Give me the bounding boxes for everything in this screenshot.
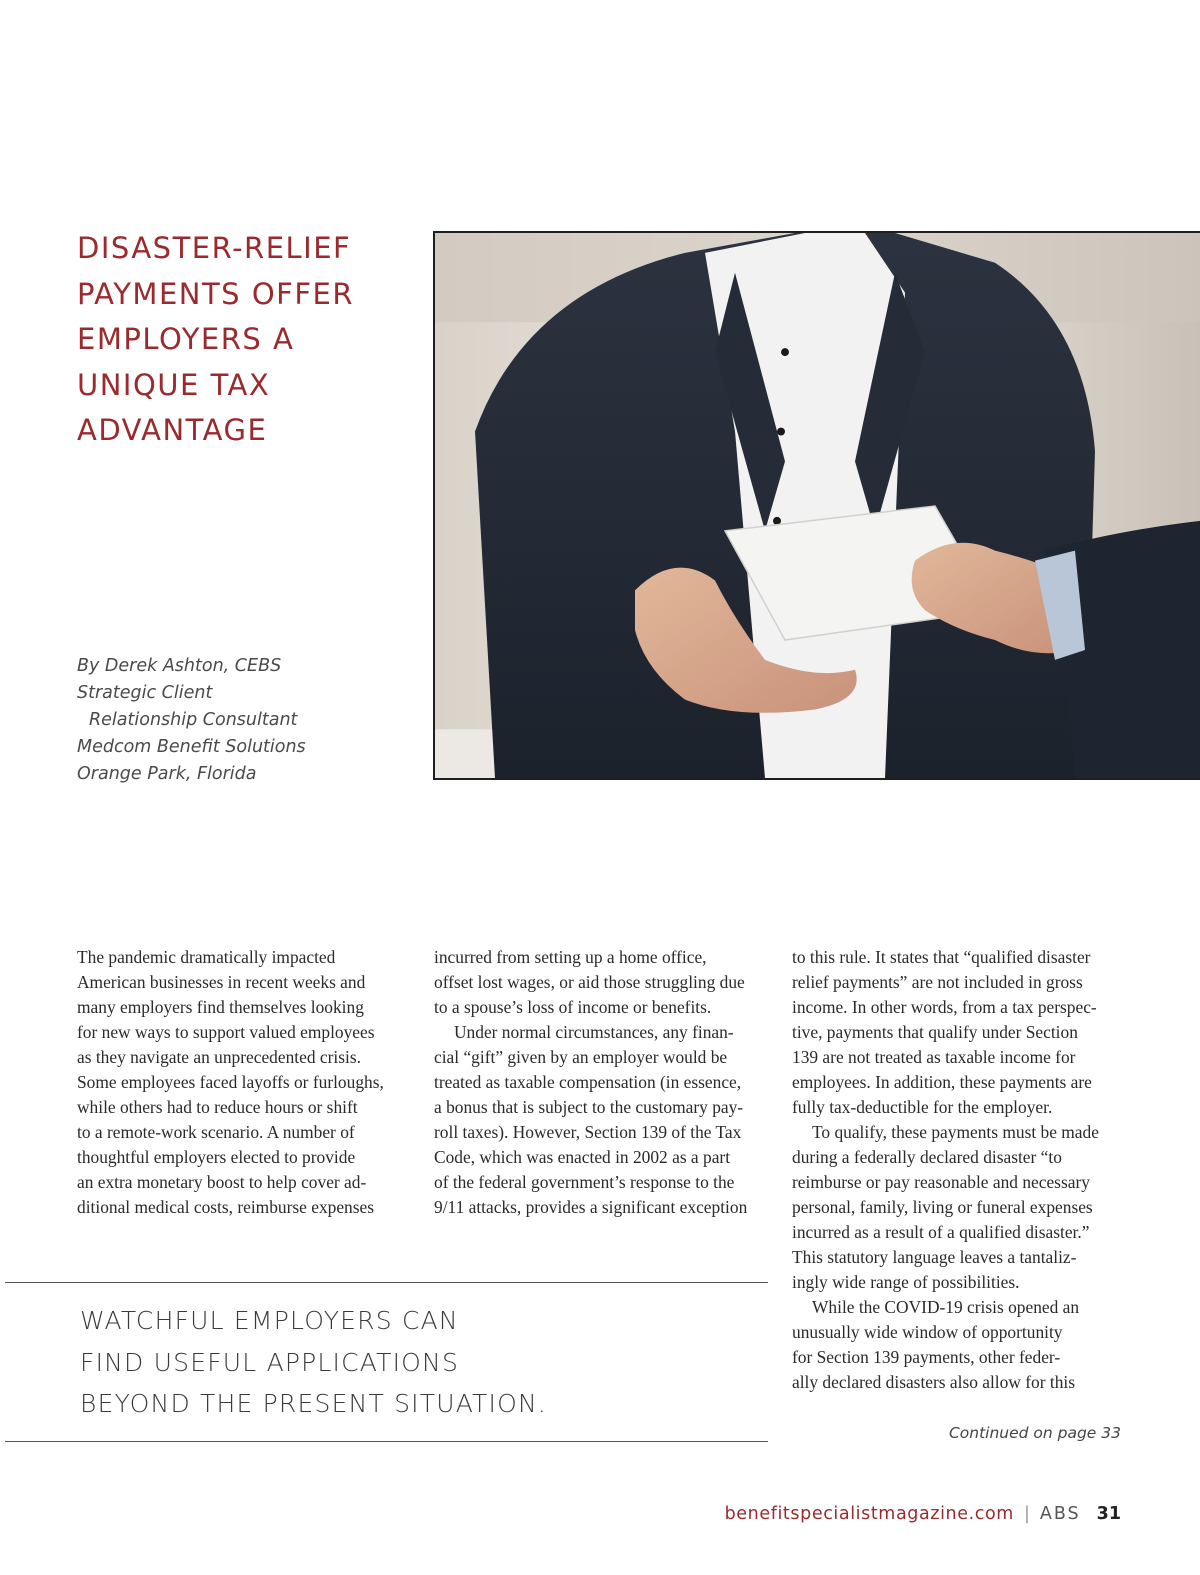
- body-column-3: [792, 945, 1132, 1395]
- title-line: DISASTER-RELIEF: [77, 231, 352, 265]
- body-line: This statutory language leaves a tantaliz-: [792, 1247, 1077, 1267]
- body-line: employees. In addition, these payments are: [792, 1072, 1092, 1092]
- body-line: fully tax-deductible for the employer.: [792, 1097, 1053, 1117]
- body-line: income. In other words, from a tax perspec-: [792, 997, 1097, 1017]
- body-line: cial “gift” given by an employer would be: [434, 1047, 728, 1067]
- byline-line: Orange Park, Florida: [77, 764, 257, 784]
- body-line: personal, family, living or funeral expenses: [792, 1197, 1093, 1217]
- body-line: tive, payments that qualify under Section: [792, 1022, 1078, 1042]
- pullquote-line: WATCHFUL EMPLOYERS CAN: [80, 1306, 459, 1335]
- body-line: ally declared disasters also allow for this: [792, 1372, 1075, 1392]
- body-line: 9/11 attacks, provides a significant exception: [434, 1197, 748, 1217]
- continued-note: Continued on page 33: [948, 1424, 1121, 1442]
- body-line: thoughtful employers elected to provide: [77, 1147, 356, 1167]
- body-line: as they navigate an unprecedented crisis.: [77, 1047, 361, 1067]
- body-line: treated as taxable compensation (in essence,: [434, 1072, 742, 1092]
- title-line: UNIQUE TAX: [77, 367, 271, 402]
- body-line: to a spouse’s loss of income or benefits.: [434, 997, 712, 1017]
- byline-line: Medcom Benefit Solutions: [77, 737, 306, 757]
- page-number: 31: [1096, 1504, 1121, 1524]
- byline-line: Relationship Consultant: [89, 710, 298, 730]
- body-line: reimburse or pay reasonable and necessary: [792, 1172, 1090, 1192]
- body-line: roll taxes). However, Section 139 of the Tax: [434, 1122, 742, 1142]
- author-byline: [77, 653, 407, 788]
- body-column-1: [77, 945, 407, 1220]
- title-line: ADVANTAGE: [77, 413, 268, 447]
- body-line: during a federally declared disaster “to: [792, 1147, 1062, 1167]
- body-line: American businesses in recent weeks and: [77, 972, 366, 992]
- body-line: offset lost wages, or aid those struggling due: [434, 972, 745, 992]
- pullquote-line: FIND USEFUL APPLICATIONS: [80, 1347, 460, 1377]
- body-line: incurred as a result of a qualified disaster.”: [792, 1222, 1090, 1242]
- body-line: ditional medical costs, reimburse expenses: [77, 1197, 375, 1217]
- body-line: while others had to reduce hours or shift: [77, 1097, 358, 1117]
- body-line: an extra monetary boost to help cover ad-: [77, 1172, 367, 1192]
- body-line: unusually wide window of opportunity: [792, 1322, 1063, 1342]
- handing-envelope-photo: [433, 231, 1200, 780]
- body-line: of the federal government’s response to the: [434, 1172, 735, 1192]
- footer-website: benefitspecialistmagazine.com: [724, 1504, 1014, 1524]
- body-line: to this rule. It states that “qualified disaster: [792, 947, 1091, 967]
- body-line: 139 are not treated as taxable income for: [792, 1047, 1076, 1067]
- body-line: Under normal circumstances, any finan-: [454, 1022, 734, 1042]
- title-line: PAYMENTS OFFER: [77, 276, 354, 311]
- body-column-2: [434, 945, 774, 1220]
- footer-separator: |: [1023, 1504, 1030, 1524]
- body-line: to a remote-work scenario. A number of: [77, 1122, 355, 1142]
- body-line: incurred from setting up a home office,: [434, 947, 707, 967]
- pull-quote: [80, 1300, 760, 1425]
- pullquote-line: BEYOND THE PRESENT SITUATION.: [80, 1389, 548, 1418]
- body-line: Code, which was enacted in 2002 as a part: [434, 1147, 731, 1167]
- body-line: for Section 139 payments, other feder-: [792, 1347, 1061, 1367]
- photo-illustration: [435, 233, 1200, 778]
- body-line: many employers find themselves looking: [77, 997, 364, 1017]
- byline-line: By Derek Ashton, CEBS: [77, 656, 282, 676]
- page-footer: [725, 1504, 1121, 1524]
- body-line: To qualify, these payments must be made: [812, 1122, 1099, 1142]
- body-line: Some employees faced layoffs or furloughs,: [77, 1072, 384, 1092]
- body-line: for new ways to support valued employees: [77, 1022, 375, 1042]
- byline-line: Strategic Client: [77, 683, 213, 703]
- article-title: [77, 226, 417, 454]
- pullquote-bottom-rule: [5, 1441, 768, 1442]
- body-line: a bonus that is subject to the customary pay-: [434, 1097, 744, 1117]
- body-line: relief payments” are not included in gross: [792, 972, 1083, 992]
- pullquote-top-rule: [5, 1282, 768, 1283]
- body-line: While the COVID-19 crisis opened an: [812, 1297, 1080, 1317]
- body-line: ingly wide range of possibilities.: [792, 1272, 1020, 1292]
- footer-magazine: ABS: [1039, 1504, 1081, 1524]
- body-line: The pandemic dramatically impacted: [77, 947, 336, 967]
- title-line: EMPLOYERS A: [77, 322, 295, 356]
